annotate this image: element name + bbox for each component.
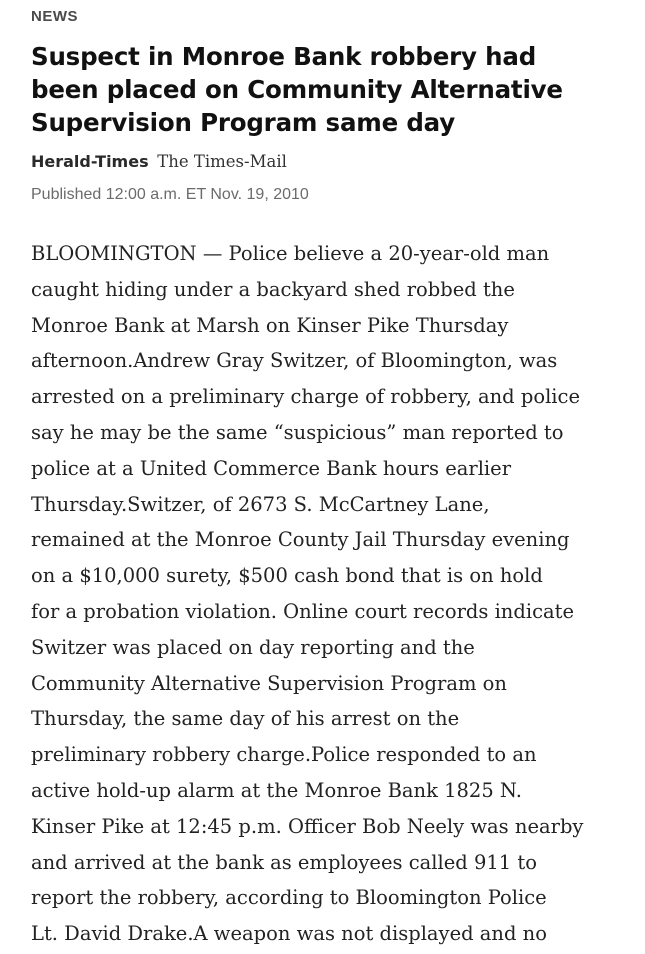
body-line: arrested on a preliminary charge of robbery, and police: [31, 385, 580, 409]
body-line: preliminary robbery charge.Police responded to an: [31, 743, 537, 767]
body-line: police at a United Commerce Bank hours earlier: [31, 456, 512, 480]
body-line: say he may be the same “suspicious” man reported to: [31, 420, 564, 444]
body-line: and arrived at the bank as employees called 911 to: [31, 850, 537, 874]
body-line: Community Alternative Supervision Program on: [31, 671, 507, 695]
body-line: Kinser Pike at 12:45 p.m. Officer Bob Neely was nearby: [31, 814, 584, 838]
article-body: [31, 236, 621, 952]
source-herald-times[interactable]: Herald-Times: [31, 152, 149, 171]
article-headline: [31, 40, 631, 139]
body-line: Thursday.Switzer, of 2673 S. McCartney Lane,: [31, 492, 490, 516]
byline: [31, 152, 287, 172]
headline-line: Supervision Program same day: [31, 108, 456, 137]
body-line: for a probation violation. Online court records indicate: [31, 599, 575, 623]
body-line: remained at the Monroe County Jail Thursday evening: [31, 528, 570, 552]
body-line: afternoon.Andrew Gray Switzer, of Bloomington, was: [31, 349, 558, 373]
body-line: on a $10,000 surety, $500 cash bond that is on hold: [31, 564, 543, 588]
section-label[interactable]: NEWS: [31, 8, 78, 25]
body-line: active hold-up alarm at the Monroe Bank 1825 N.: [31, 778, 522, 802]
headline-line: Suspect in Monroe Bank robbery had: [31, 42, 537, 71]
body-line: Switzer was placed on day reporting and the: [31, 635, 475, 659]
body-line: report the robbery, according to Bloomington Police: [31, 886, 547, 910]
headline-line: been placed on Community Alternative: [31, 75, 563, 104]
body-line: Thursday, the same day of his arrest on the: [31, 707, 460, 731]
published-date: Published 12:00 a.m. ET Nov. 19, 2010: [31, 186, 309, 203]
body-line: Lt. David Drake.A weapon was not displayed and no: [31, 922, 547, 946]
body-line: Monroe Bank at Marsh on Kinser Pike Thursday: [31, 313, 509, 337]
source-times-mail: The Times-Mail: [157, 152, 287, 171]
body-line: caught hiding under a backyard shed robbed the: [31, 277, 515, 301]
body-line: BLOOMINGTON — Police believe a 20-year-old man: [31, 242, 550, 265]
